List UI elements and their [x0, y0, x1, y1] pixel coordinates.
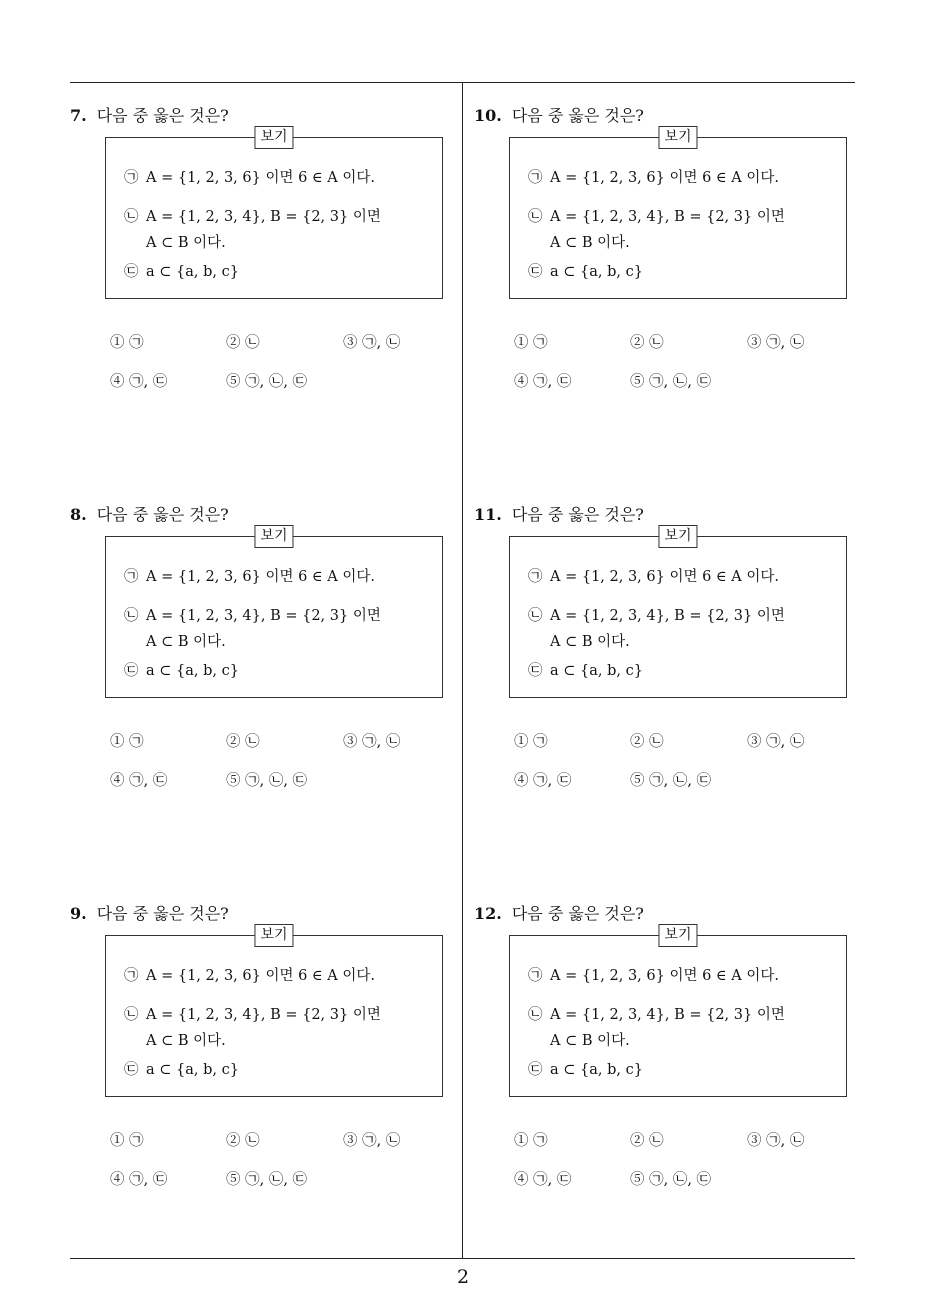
statement-mark: ㉢: [124, 264, 139, 280]
question-number: 10.: [474, 106, 502, 125]
question-prompt: 다음 중 옳은 것은?: [96, 904, 229, 923]
choice-1[interactable]: ① ㉠: [110, 335, 144, 351]
choice-3[interactable]: ③ ㉠, ㉡: [343, 335, 401, 351]
question-prompt: 다음 중 옳은 것은?: [511, 505, 644, 524]
question-title: [70, 103, 229, 126]
choice-4[interactable]: ④ ㉠, ㉢: [110, 1172, 168, 1188]
choice-5[interactable]: ⑤ ㉠, ㉡, ㉢: [226, 773, 308, 789]
statement-2-continued: A ⊂ B 이다.: [146, 634, 226, 650]
example-box-label: 보기: [254, 126, 293, 149]
example-box: [105, 528, 443, 698]
statement-1: [124, 565, 375, 589]
choice-5[interactable]: ⑤ ㉠, ㉡, ㉢: [630, 773, 712, 789]
bottom-rule: [70, 1258, 855, 1259]
statement-mark: ㉡: [528, 1007, 543, 1023]
statement-text: a ⊂ {a, b, c}: [146, 1062, 239, 1078]
statement-mark: ㉠: [528, 569, 543, 585]
choice-5[interactable]: ⑤ ㉠, ㉡, ㉢: [226, 374, 308, 390]
statement-mark: ㉠: [124, 170, 139, 186]
example-box-label: 보기: [658, 924, 697, 947]
statement-1: [528, 964, 779, 988]
statement-mark: ㉢: [528, 663, 543, 679]
statement-3: [528, 1058, 643, 1082]
choice-4[interactable]: ④ ㉠, ㉢: [110, 773, 168, 789]
question-number: 9.: [70, 904, 87, 923]
statement-2-continued: A ⊂ B 이다.: [146, 1033, 226, 1049]
statement-mark: ㉢: [528, 264, 543, 280]
choice-3[interactable]: ③ ㉠, ㉡: [343, 734, 401, 750]
choice-5[interactable]: ⑤ ㉠, ㉡, ㉢: [630, 1172, 712, 1188]
statement-text: A = {1, 2, 3, 6} 이면 6 ∈ A 이다.: [146, 968, 375, 984]
example-box-label: 보기: [254, 525, 293, 548]
statement-text: a ⊂ {a, b, c}: [550, 663, 643, 679]
statement-3: [528, 260, 643, 284]
statement-mark: ㉡: [124, 209, 139, 225]
choice-4[interactable]: ④ ㉠, ㉢: [514, 374, 572, 390]
choice-5[interactable]: ⑤ ㉠, ㉡, ㉢: [226, 1172, 308, 1188]
statement-2: [528, 205, 785, 229]
choice-4[interactable]: ④ ㉠, ㉢: [514, 1172, 572, 1188]
statement-1: [528, 565, 779, 589]
choice-2[interactable]: ② ㉡: [630, 734, 664, 750]
statement-1: [528, 166, 779, 190]
question-title: [70, 502, 229, 525]
choice-2[interactable]: ② ㉡: [226, 1133, 260, 1149]
statement-text: A = {1, 2, 3, 6} 이면 6 ∈ A 이다.: [550, 968, 779, 984]
statement-mark: ㉠: [528, 968, 543, 984]
question-number: 8.: [70, 505, 87, 524]
statement-2-continued: A ⊂ B 이다.: [550, 235, 630, 251]
choice-2[interactable]: ② ㉡: [630, 1133, 664, 1149]
question-title: [70, 901, 229, 924]
statement-mark: ㉡: [528, 608, 543, 624]
choice-3[interactable]: ③ ㉠, ㉡: [747, 335, 805, 351]
statement-2-continued: A ⊂ B 이다.: [550, 634, 630, 650]
question-number: 11.: [474, 505, 502, 524]
statement-text: A = {1, 2, 3, 4}, B = {2, 3} 이면: [146, 608, 381, 624]
statement-mark: ㉠: [528, 170, 543, 186]
statement-text: A = {1, 2, 3, 4}, B = {2, 3} 이면: [146, 1007, 381, 1023]
statement-mark: ㉡: [124, 608, 139, 624]
example-box: [509, 927, 847, 1097]
choice-1[interactable]: ① ㉠: [514, 734, 548, 750]
statement-mark: ㉡: [124, 1007, 139, 1023]
statement-text: a ⊂ {a, b, c}: [550, 1062, 643, 1078]
statement-mark: ㉠: [124, 569, 139, 585]
question-title: [474, 103, 644, 126]
statement-text: A = {1, 2, 3, 6} 이면 6 ∈ A 이다.: [550, 170, 779, 186]
statement-text: A = {1, 2, 3, 4}, B = {2, 3} 이면: [550, 1007, 785, 1023]
choice-4[interactable]: ④ ㉠, ㉢: [514, 773, 572, 789]
choice-2[interactable]: ② ㉡: [226, 335, 260, 351]
statement-text: a ⊂ {a, b, c}: [146, 264, 239, 280]
statement-3: [124, 1058, 239, 1082]
statement-mark: ㉢: [124, 663, 139, 679]
question-prompt: 다음 중 옳은 것은?: [96, 505, 229, 524]
statement-2-continued: A ⊂ B 이다.: [146, 235, 226, 251]
statement-mark: ㉠: [124, 968, 139, 984]
page-number: 2: [456, 1266, 470, 1288]
statement-2: [124, 604, 381, 628]
choice-3[interactable]: ③ ㉠, ㉡: [747, 1133, 805, 1149]
question-title: [474, 901, 644, 924]
statement-1: [124, 964, 375, 988]
statement-2: [124, 205, 381, 229]
choice-2[interactable]: ② ㉡: [226, 734, 260, 750]
statement-text: A = {1, 2, 3, 6} 이면 6 ∈ A 이다.: [146, 170, 375, 186]
choice-2[interactable]: ② ㉡: [630, 335, 664, 351]
question-number: 12.: [474, 904, 502, 923]
statement-text: A = {1, 2, 3, 4}, B = {2, 3} 이면: [550, 209, 785, 225]
statement-3: [528, 659, 643, 683]
statement-1: [124, 166, 375, 190]
statement-mark: ㉡: [528, 209, 543, 225]
question-prompt: 다음 중 옳은 것은?: [96, 106, 229, 125]
example-box-label: 보기: [658, 126, 697, 149]
statement-text: a ⊂ {a, b, c}: [550, 264, 643, 280]
example-box: [105, 129, 443, 299]
question-prompt: 다음 중 옳은 것은?: [511, 904, 644, 923]
example-box: [509, 129, 847, 299]
statement-mark: ㉢: [528, 1062, 543, 1078]
choice-1[interactable]: ① ㉠: [514, 1133, 548, 1149]
question-prompt: 다음 중 옳은 것은?: [511, 106, 644, 125]
statement-mark: ㉢: [124, 1062, 139, 1078]
statement-text: A = {1, 2, 3, 6} 이면 6 ∈ A 이다.: [146, 569, 375, 585]
choice-1[interactable]: ① ㉠: [110, 1133, 144, 1149]
statement-2: [528, 604, 785, 628]
example-box-label: 보기: [658, 525, 697, 548]
example-box: [105, 927, 443, 1097]
choice-3[interactable]: ③ ㉠, ㉡: [343, 1133, 401, 1149]
question-number: 7.: [70, 106, 87, 125]
choice-1[interactable]: ① ㉠: [110, 734, 144, 750]
statement-3: [124, 260, 239, 284]
statement-2: [528, 1003, 785, 1027]
question-title: [474, 502, 644, 525]
choice-5[interactable]: ⑤ ㉠, ㉡, ㉢: [630, 374, 712, 390]
statement-2-continued: A ⊂ B 이다.: [550, 1033, 630, 1049]
statement-text: A = {1, 2, 3, 4}, B = {2, 3} 이면: [146, 209, 381, 225]
example-box: [509, 528, 847, 698]
choice-1[interactable]: ① ㉠: [514, 335, 548, 351]
choice-4[interactable]: ④ ㉠, ㉢: [110, 374, 168, 390]
column-divider: [462, 83, 463, 1258]
statement-text: A = {1, 2, 3, 6} 이면 6 ∈ A 이다.: [550, 569, 779, 585]
statement-text: a ⊂ {a, b, c}: [146, 663, 239, 679]
statement-text: A = {1, 2, 3, 4}, B = {2, 3} 이면: [550, 608, 785, 624]
statement-3: [124, 659, 239, 683]
example-box-label: 보기: [254, 924, 293, 947]
statement-2: [124, 1003, 381, 1027]
choice-3[interactable]: ③ ㉠, ㉡: [747, 734, 805, 750]
